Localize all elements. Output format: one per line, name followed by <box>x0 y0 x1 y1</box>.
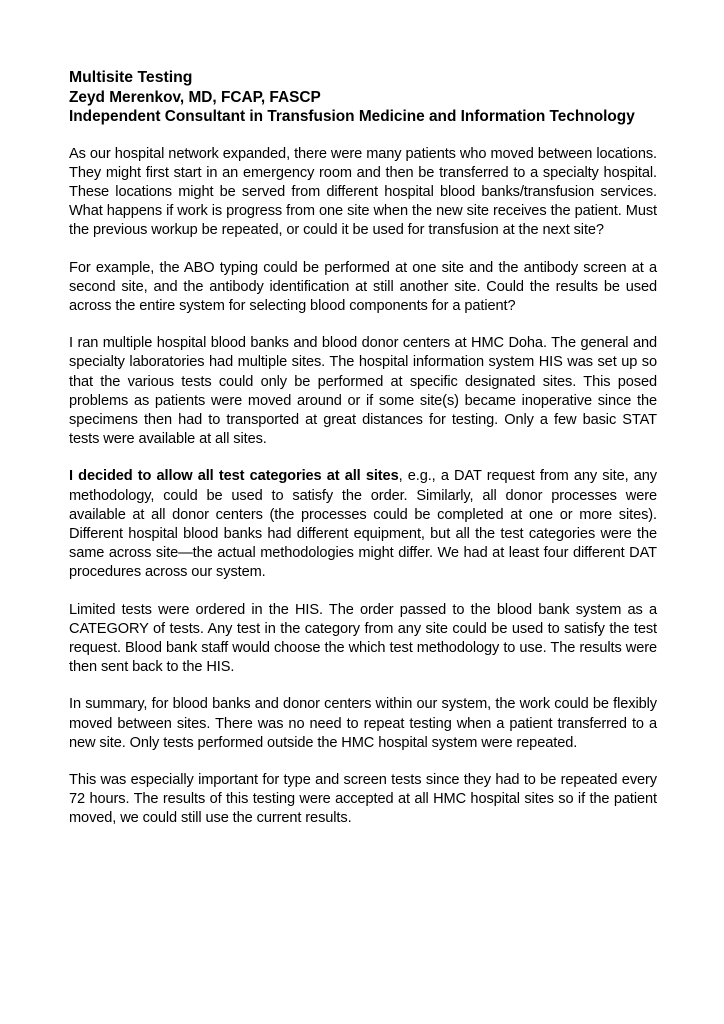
paragraph-type-and-screen: This was especially important for type and screen tests since they had to be repeated every 72 hours. The results of this testing were accepted at all HMC hospital sites so if the patient moved, we could still use the current results. <box>69 771 657 827</box>
document-title: Multisite Testing <box>69 69 193 86</box>
paragraph-intro: As our hospital network expanded, there were many patients who moved between locations. They might first start in an emergency room and then be transferred to a specialty hospital. These locations might be served from different hospital blood banks/transfusion services. What happens if work is progress from one site when the new site receives the patient. Must the previous workup be repeated, or could it be used for transfusion at the next site? <box>69 145 657 239</box>
affiliation-line: Independent Consultant in Transfusion Medicine and Information Technology <box>69 108 635 125</box>
decision-bold-lead: I decided to allow all test categories at all sites <box>69 468 399 485</box>
paragraph-background: I ran multiple hospital blood banks and blood donor centers at HMC Doha. The general and specialty laboratories had multiple sites. The hospital information system HIS was set up so that the various tests could only be performed at specific designated sites. This posed problems as patients were moved around or if some site(s) became inoperative since the specimens then had to transported at great distances for testing. Only a few basic STAT tests were available at all sites. <box>69 335 657 448</box>
document-header <box>69 68 657 127</box>
paragraph-decision <box>69 467 657 582</box>
paragraph-ordering: Limited tests were ordered in the HIS. The order passed to the blood bank system as a CATEGORY of tests. Any test in the category from any site could be used to satisfy the test request. Blood bank staff would choose the which test methodology to use. The results were then sent back to the HIS. <box>69 601 657 676</box>
author-line: Zeyd Merenkov, MD, FCAP, FASCP <box>69 88 321 106</box>
decision-text: , e.g., a DAT request from any site, any methodology, could be used to satisfy the order. Similarly, all donor processes were available at all donor centers (the processes could be completed at one or more sites). Different hospital blood banks had different equipment, but all the test categories were the same across site—the actual methodologies might differ. We had at least four different DAT procedures across our system. <box>69 468 657 581</box>
document-page <box>69 68 657 847</box>
paragraph-example: For example, the ABO typing could be performed at one site and the antibody screen at a second site, and the antibody identification at still another site. Could the results be used across the entire system for selecting blood components for a patient? <box>69 259 657 314</box>
paragraph-summary: In summary, for blood banks and donor centers within our system, the work could be flexibly moved between sites. There was no need to repeat testing when a patient transferred to a new site. Only tests performed outside the HMC hospital system were repeated. <box>69 696 657 751</box>
